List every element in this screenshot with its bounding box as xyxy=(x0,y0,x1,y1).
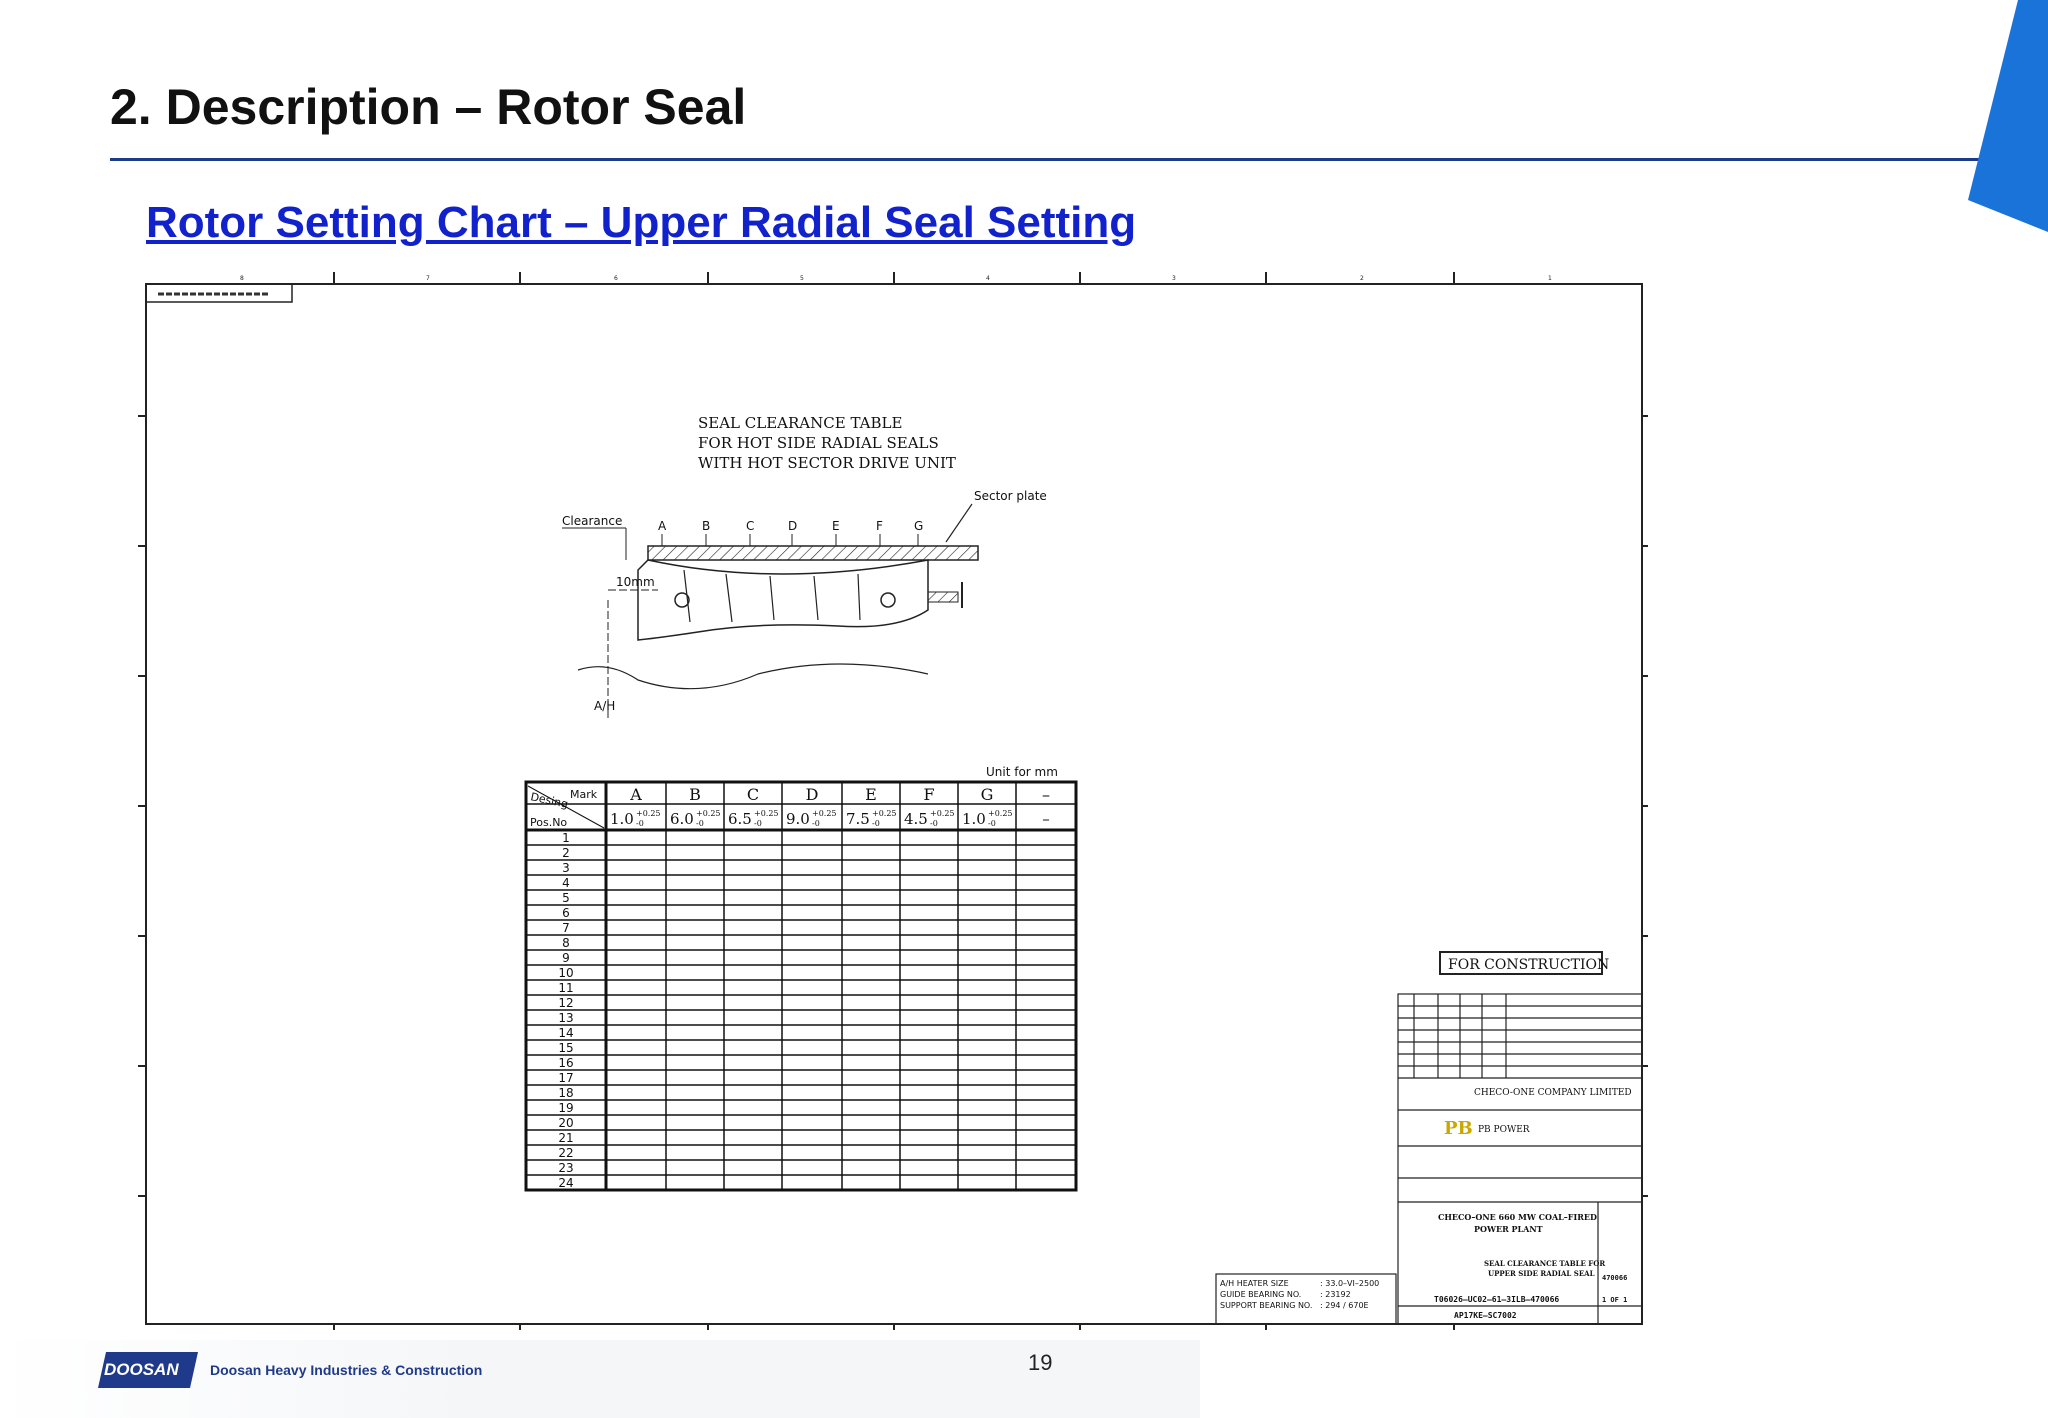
spec-row-1-value: : 33.0–VI–2500 xyxy=(1320,1279,1380,1288)
table-row-number: 5 xyxy=(562,891,570,905)
table-col-header-5: F xyxy=(923,785,935,804)
table-row-number: 12 xyxy=(558,996,574,1010)
seal-table-heading-1: SEAL CLEARANCE TABLE xyxy=(698,414,903,432)
sub-number: AP17KE–SC7002 xyxy=(1454,1311,1517,1320)
table-row-number: 21 xyxy=(558,1131,574,1145)
table-header-design: Desing xyxy=(529,790,570,811)
table-row-number: 15 xyxy=(558,1041,574,1055)
consultant-logo: PB xyxy=(1444,1118,1473,1139)
table-col-header-7: – xyxy=(1042,785,1050,804)
border-number-1: 1 xyxy=(1548,275,1552,282)
spec-row-2-value: : 23192 xyxy=(1320,1290,1351,1299)
table-design-value-0: 1.0 xyxy=(610,810,634,828)
tolerance-minus-5: -0 xyxy=(930,819,938,828)
border-number-5: 5 xyxy=(800,275,804,282)
page-number: 19 xyxy=(1028,1350,1053,1375)
tolerance-minus-0: -0 xyxy=(636,819,644,828)
table-row-number: 6 xyxy=(562,906,570,920)
seal-table-heading-2: FOR HOT SIDE RADIAL SEALS xyxy=(698,434,939,452)
table-row-number: 22 xyxy=(558,1146,574,1160)
table-col-header-4: E xyxy=(865,785,877,804)
spec-row-3-label: SUPPORT BEARING NO. xyxy=(1220,1301,1313,1310)
svg-text:B: B xyxy=(702,519,711,533)
svg-text:A: A xyxy=(658,519,667,533)
tolerance-minus-1: -0 xyxy=(696,819,704,828)
tolerance-minus-2: -0 xyxy=(754,819,762,828)
table-design-value-6: 1.0 xyxy=(962,810,986,828)
company-name: Doosan Heavy Industries & Construction xyxy=(210,1362,483,1378)
engineering-drawing xyxy=(138,270,1648,1330)
table-design-value-3: 9.0 xyxy=(786,810,810,828)
svg-text:C: C xyxy=(746,519,755,533)
tolerance-plus-1: +0.25 xyxy=(696,809,721,818)
table-header-pos: Pos.No xyxy=(530,816,568,829)
project-line-1: CHECO–ONE 660 MW COAL–FIRED xyxy=(1438,1212,1597,1222)
svg-text:G: G xyxy=(914,519,924,533)
table-row-number: 2 xyxy=(562,846,570,860)
table-design-value-1: 6.0 xyxy=(670,810,694,828)
table-col-header-6: G xyxy=(980,785,994,804)
dimension-10mm-label: 10mm xyxy=(616,575,655,589)
tolerance-minus-4: -0 xyxy=(872,819,880,828)
table-row-number: 23 xyxy=(558,1161,574,1175)
border-number-4: 4 xyxy=(986,275,990,282)
table-row-number: 7 xyxy=(562,921,570,935)
tolerance-plus-4: +0.25 xyxy=(872,809,897,818)
table-header-mark: Mark xyxy=(570,788,598,801)
svg-text:F: F xyxy=(876,519,883,533)
drawing-title-2: UPPER SIDE RADIAL SEAL xyxy=(1488,1269,1595,1278)
ah-label: A/H xyxy=(594,699,616,713)
table-col-header-0: A xyxy=(630,785,642,804)
table-row-number: 13 xyxy=(558,1011,574,1025)
table-row-number: 19 xyxy=(558,1101,574,1115)
svg-text:D: D xyxy=(788,519,798,533)
border-number-6: 6 xyxy=(614,275,618,282)
spec-row-2-label: GUIDE BEARING NO. xyxy=(1220,1290,1302,1299)
table-row-number: 14 xyxy=(558,1026,574,1040)
svg-text:E: E xyxy=(832,519,840,533)
doosan-logo-text: DOOSAN xyxy=(104,1360,179,1379)
table-row-number: 18 xyxy=(558,1086,574,1100)
table-col-header-2: C xyxy=(746,785,760,804)
tolerance-minus-6: -0 xyxy=(988,819,996,828)
sector-plate-label: Sector plate xyxy=(974,489,1047,503)
clearance-label: Clearance xyxy=(562,514,623,528)
unit-label: Unit for mm xyxy=(986,765,1058,779)
table-row-number: 8 xyxy=(562,936,570,950)
table-row-number: 20 xyxy=(558,1116,574,1130)
table-col-header-3: D xyxy=(805,785,819,804)
consultant-name: PB POWER xyxy=(1478,1125,1530,1135)
for-construction-label: FOR CONSTRUCTION xyxy=(1448,957,1610,973)
tolerance-plus-6: +0.25 xyxy=(988,809,1013,818)
table-design-value-7: – xyxy=(1042,810,1050,828)
table-row-number: 17 xyxy=(558,1071,574,1085)
table-row-number: 10 xyxy=(558,966,574,980)
table-row-number: 16 xyxy=(558,1056,574,1070)
table-design-value-5: 4.5 xyxy=(904,810,928,828)
tolerance-plus-3: +0.25 xyxy=(812,809,837,818)
border-number-2: 2 xyxy=(1360,275,1364,282)
drawing-number: T06026–UC02–61–3ILB–470066 xyxy=(1434,1295,1560,1304)
seal-table-heading-3: WITH HOT SECTOR DRIVE UNIT xyxy=(698,454,956,472)
border-number-3: 3 xyxy=(1172,275,1176,282)
table-col-header-1: B xyxy=(689,785,701,804)
title-rule xyxy=(110,158,2010,161)
tolerance-plus-5: +0.25 xyxy=(930,809,955,818)
corner-accent-shape xyxy=(1968,0,2048,240)
tolerance-minus-3: -0 xyxy=(812,819,820,828)
tolerance-plus-2: +0.25 xyxy=(754,809,779,818)
client-name: CHECO-ONE COMPANY LIMITED xyxy=(1474,1088,1632,1098)
table-design-value-2: 6.5 xyxy=(728,810,752,828)
table-design-value-4: 7.5 xyxy=(846,810,870,828)
tolerance-plus-0: +0.25 xyxy=(636,809,661,818)
table-row-number: 11 xyxy=(558,981,574,995)
spec-row-1-label: A/H HEATER SIZE xyxy=(1220,1279,1289,1288)
table-row-number: 3 xyxy=(562,861,570,875)
border-number-8: 8 xyxy=(240,275,244,282)
table-row-number: 24 xyxy=(558,1176,574,1190)
sector-plate xyxy=(648,546,978,560)
border-numbers xyxy=(240,275,1552,282)
subtitle-link[interactable]: Rotor Setting Chart – Upper Radial Seal Setting xyxy=(146,198,1137,247)
sheet-number: 1 OF 1 xyxy=(1602,1296,1628,1304)
doc-number: 470066 xyxy=(1602,1274,1628,1282)
border-number-7: 7 xyxy=(426,275,430,282)
slide-title: 2. Description – Rotor Seal xyxy=(110,79,747,135)
drawing-title-1: SEAL CLEARANCE TABLE FOR xyxy=(1484,1259,1606,1268)
spec-row-3-value: : 294 / 670E xyxy=(1320,1301,1369,1310)
table-row-number: 1 xyxy=(562,831,570,845)
table-row-number: 9 xyxy=(562,951,570,965)
table-row-number: 4 xyxy=(562,876,570,890)
project-line-2: POWER PLANT xyxy=(1474,1224,1543,1234)
